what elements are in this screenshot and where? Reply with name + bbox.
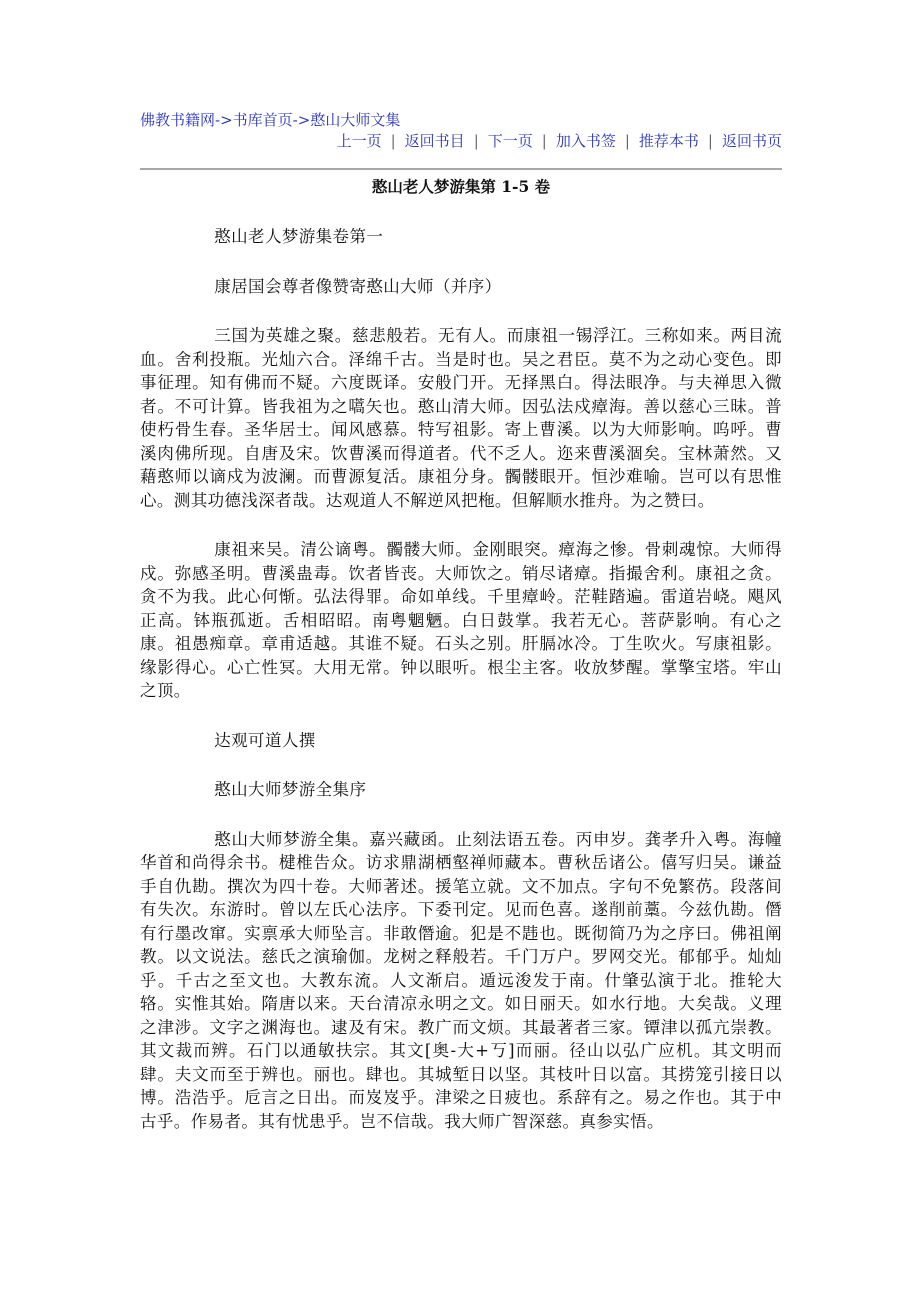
nav-separator: | [390,132,396,150]
volume-heading: 憨山老人梦游集卷第一 [214,227,384,246]
nav-separator: | [473,132,479,150]
nav-separator: | [624,132,630,150]
breadcrumb-collection-link[interactable]: 憨山大师文集 [310,111,401,129]
next-page-link[interactable]: 下一页 [487,132,533,150]
page-navigation [140,130,782,152]
breadcrumb-library-link[interactable]: 书库首页 [232,111,293,129]
document-title: 憨山老人梦游集第 1-5 卷 [371,177,551,196]
divider [140,168,782,170]
recommend-book-link[interactable]: 推荐本书 [638,132,699,150]
back-to-toc-link[interactable]: 返回书目 [404,132,465,150]
body-paragraph: 憨山大师梦游全集。嘉兴藏函。止刻法语五卷。丙申岁。龚孝升入粤。海幢华首和尚得余书。楗椎告众。访求鼎湖栖壑禅师藏本。曹秋岳诸公。僖写归吴。谦益手自仇勘。撰次为四十卷。大师著述。援笔立就。文不加点。字句不免繁芿。段落间有失次。东游时。曾以左氏心法序。下委刊定。见而色喜。遂削前藁。今兹仇勘。僭有行墨改窜。实禀承大师坠言。非敢僭逾。犯是不韪也。既彻简乃为之序曰。佛祖阐教。以文说法。慈氏之演瑜伽。龙树之释般若。千门万户。罗网交光。郁郁乎。灿灿乎。千古之至文也。大教东流。人文渐启。遁远浚发于南。什肇弘演于北。推轮大辂。实惟其始。隋唐以来。天台清凉永明之文。如日丽天。如水行地。大矣哉。义理之津涉。文字之渊海也。逮及有宋。教广而文烦。其最著者三家。镡津以孤亢崇教。其文裁而辨。石门以通敏扶宗。其文[奥-大+丂]而丽。径山以弘广应机。其文明而肆。夫文而至于辨也。丽也。肆也。其城堑日以坚。其枝叶日以富。其捞笼引接日以博。浩浩乎。卮言之日出。而岌岌乎。津梁之日疲也。系辞有之。易之作也。其于中古乎。作易者。其有忧患乎。岂不信哉。我大师广智深慈。真参实悟。 [140,829,782,1131]
author-line: 达观可道人撰 [214,730,316,750]
nav-separator: | [707,132,713,150]
breadcrumb-arrow: -> [215,111,233,129]
section-heading: 憨山大师梦游全集序 [214,780,367,799]
section-heading: 康居国会尊者像赞寄憨山大师（并序） [214,276,502,296]
breadcrumb-arrow: -> [292,111,311,129]
breadcrumb-site-link[interactable]: 佛教书籍网 [140,111,216,129]
breadcrumb [140,108,782,132]
body-paragraph: 三国为英雄之聚。慈悲般若。无有人。而康祖一锡浮江。三称如来。两目流血。舍利投瓶。光灿六合。泽绵千古。当是时也。吴之君臣。莫不为之动心变色。即事征理。知有佛而不疑。六度既译。安般门开。无择黑白。得法眼净。与夫禅思入微者。不可计算。皆我祖为之嚆矢也。憨山清大师。因弘法戍瘴海。善以慈心三昧。普使朽骨生春。圣华居士。闻风感慕。特写祖影。寄上曹溪。以为大师影响。呜呼。曹溪肉佛所现。自唐及宋。饮曹溪而得道者。代不乏人。迩来曹溪涸矣。宝林萧然。又藉憨师以谪戍为波澜。而曹源复活。康祖分身。髑髅眼开。恒沙难喻。岂可以有思惟心。测其功德浅深者哉。达观道人不解逆风把柂。但解顺水推舟。为之赞曰。 [140,326,782,510]
nav-separator: | [541,132,547,150]
back-to-book-page-link[interactable]: 返回书页 [721,132,782,150]
add-bookmark-link[interactable]: 加入书签 [555,132,616,150]
body-paragraph: 康祖来吴。清公谪粤。髑髅大师。金刚眼突。瘴海之惨。骨刺魂惊。大师得戍。弥感圣明。曹溪蛊毒。饮者皆丧。大师饮之。销尽诸瘴。指撮舍利。康祖之贪。贪不为我。此心何惭。弘法得罪。命如单线。千里瘴岭。茫鞋踏遍。雷道岩峣。飓风正高。钵瓶孤逝。舌相昭昭。南粤魍魉。白日鼓掌。我若无心。菩萨影响。有心之康。祖愚痴章。章甫适越。其谁不疑。石头之别。肝膈冰冷。丁生吹火。写康祖影。缘影得心。心亡性冥。大用无常。钟以眼听。根尘主客。收放梦醒。掌擎宝塔。牢山之顶。 [140,540,782,700]
page-container [140,108,782,1133]
prev-page-link[interactable]: 上一页 [336,132,382,150]
